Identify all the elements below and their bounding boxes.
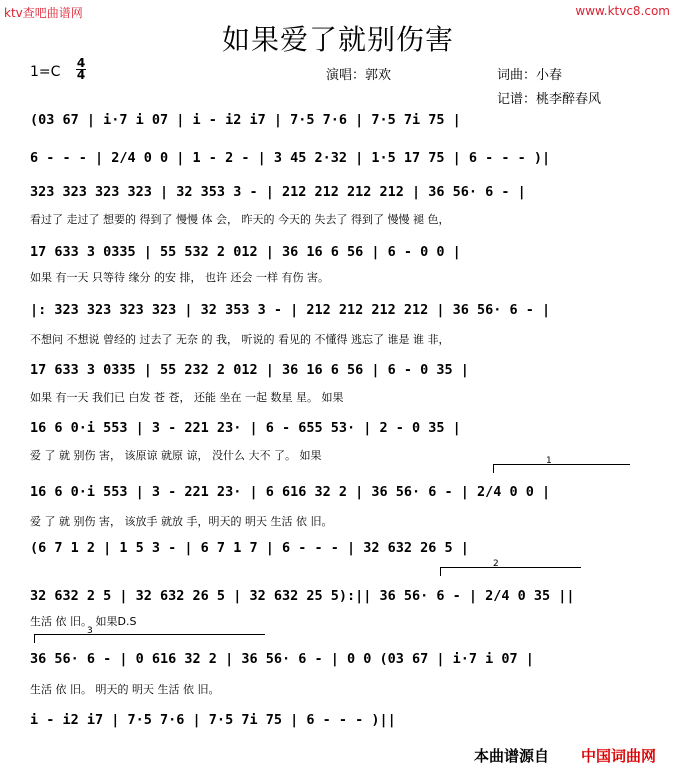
watermark-top-right: www.ktvc8.com (575, 4, 670, 18)
footer-source: 本曲谱源自 (474, 747, 550, 765)
score-row-lyrics: 看过了 走过了 想要的 得到了 慢慢 体 会， 昨天的 今天的 失去了 得到了 慢慢 褪 色， (30, 213, 450, 226)
transcriber-credit: 记谱：桃李醉春风 (497, 92, 602, 107)
volta-number: 3 (87, 626, 93, 636)
score-row-notes: |: 323 323 323 323 | 32 353 3 - | 212 212 212 212 | 36 56· 6 - | (30, 302, 551, 318)
volta-bracket (34, 626, 265, 643)
score-row-lyrics: 生活 依 旧。 明天的 明天 生活 依 旧。 (30, 683, 220, 696)
footer-site: 中国词曲网 (581, 747, 657, 765)
score-row-lyrics: 如果 有一天 只等待 缘分 的安 排， 也许 还会 一样 有伤 害。 (30, 271, 329, 284)
score-row-lyrics: 爱 了 就 别伤 害， 该原谅 就原 谅， 没什么 大不 了。 如果 (30, 449, 322, 462)
volta-number: 1 (546, 456, 552, 466)
composer-credit: 词曲：小春 (497, 68, 563, 83)
time-sig-top: 4 (76, 56, 86, 70)
volta-bracket (440, 559, 581, 576)
score-row-notes: 32 632 2 5 | 32 632 26 5 | 32 632 25 5):|| 36 56· 6 - | 2/4 0 35 || (30, 588, 575, 604)
volta-number: 2 (493, 559, 499, 569)
score-row-notes: 323 323 323 323 | 32 353 3 - | 212 212 212 212 | 36 56· 6 - | (30, 184, 526, 200)
volta-bracket (493, 456, 630, 473)
score-row-lyrics: 不想问 不想说 曾经的 过去了 无奈 的 我， 听说的 看见的 不懂得 逃忘了 谁是 谁 非， (30, 333, 450, 346)
score-row-notes: (03 67 | i·7 i 07 | i - i2 i7 | 7·5 7·6 | 7·5 7i 75 | (30, 112, 461, 128)
score-row-notes: i - i2 i7 | 7·5 7·6 | 7·5 7i 75 | 6 - - - )|| (30, 712, 396, 728)
score-row-lyrics: 爱 了 就 别伤 害， 该放手 就放 手，明天的 明天 生活 依 旧。 (30, 515, 333, 528)
score-row-notes: 16 6 0·i 553 | 3 - 221 23· | 6 616 32 2 | 36 56· 6 - | 2/4 0 0 | (30, 484, 551, 500)
score-row-notes: 17 633 3 0335 | 55 232 2 012 | 36 16 6 56 | 6 - 0 35 | (30, 362, 469, 378)
score-row-lyrics: 生活 依 旧。 如果D.S (30, 615, 137, 628)
score-row-notes: 36 56· 6 - | 0 616 32 2 | 36 56· 6 - | 0 0 (03 67 | i·7 i 07 | (30, 651, 534, 667)
score-row-notes: 6 - - - | 2/4 0 0 | 1 - 2 - | 3 45 2·32 | 1·5 17 75 | 6 - - - )| (30, 150, 551, 166)
score-row-notes: 17 633 3 0335 | 55 532 2 012 | 36 16 6 56 | 6 - 0 0 | (30, 244, 461, 260)
key-signature: 1=C (30, 64, 61, 80)
watermark-top-left: ktv查吧曲谱网 (4, 6, 83, 20)
score-row-notes: 16 6 0·i 553 | 3 - 221 23· | 6 - 655 53· | 2 - 0 35 | (30, 420, 461, 436)
time-sig-bottom: 4 (76, 68, 86, 82)
singer-credit: 演唱：郭欢 (326, 68, 392, 83)
score-row-lyrics: 如果 有一天 我们已 白发 苍 苍， 还能 坐在 一起 数星 星。 如果 (30, 391, 344, 404)
page-title: 如果爱了就别伤害 (221, 23, 454, 56)
score-row-notes: (6 7 1 2 | 1 5 3 - | 6 7 1 7 | 6 - - - | 32 632 26 5 | (30, 540, 469, 556)
